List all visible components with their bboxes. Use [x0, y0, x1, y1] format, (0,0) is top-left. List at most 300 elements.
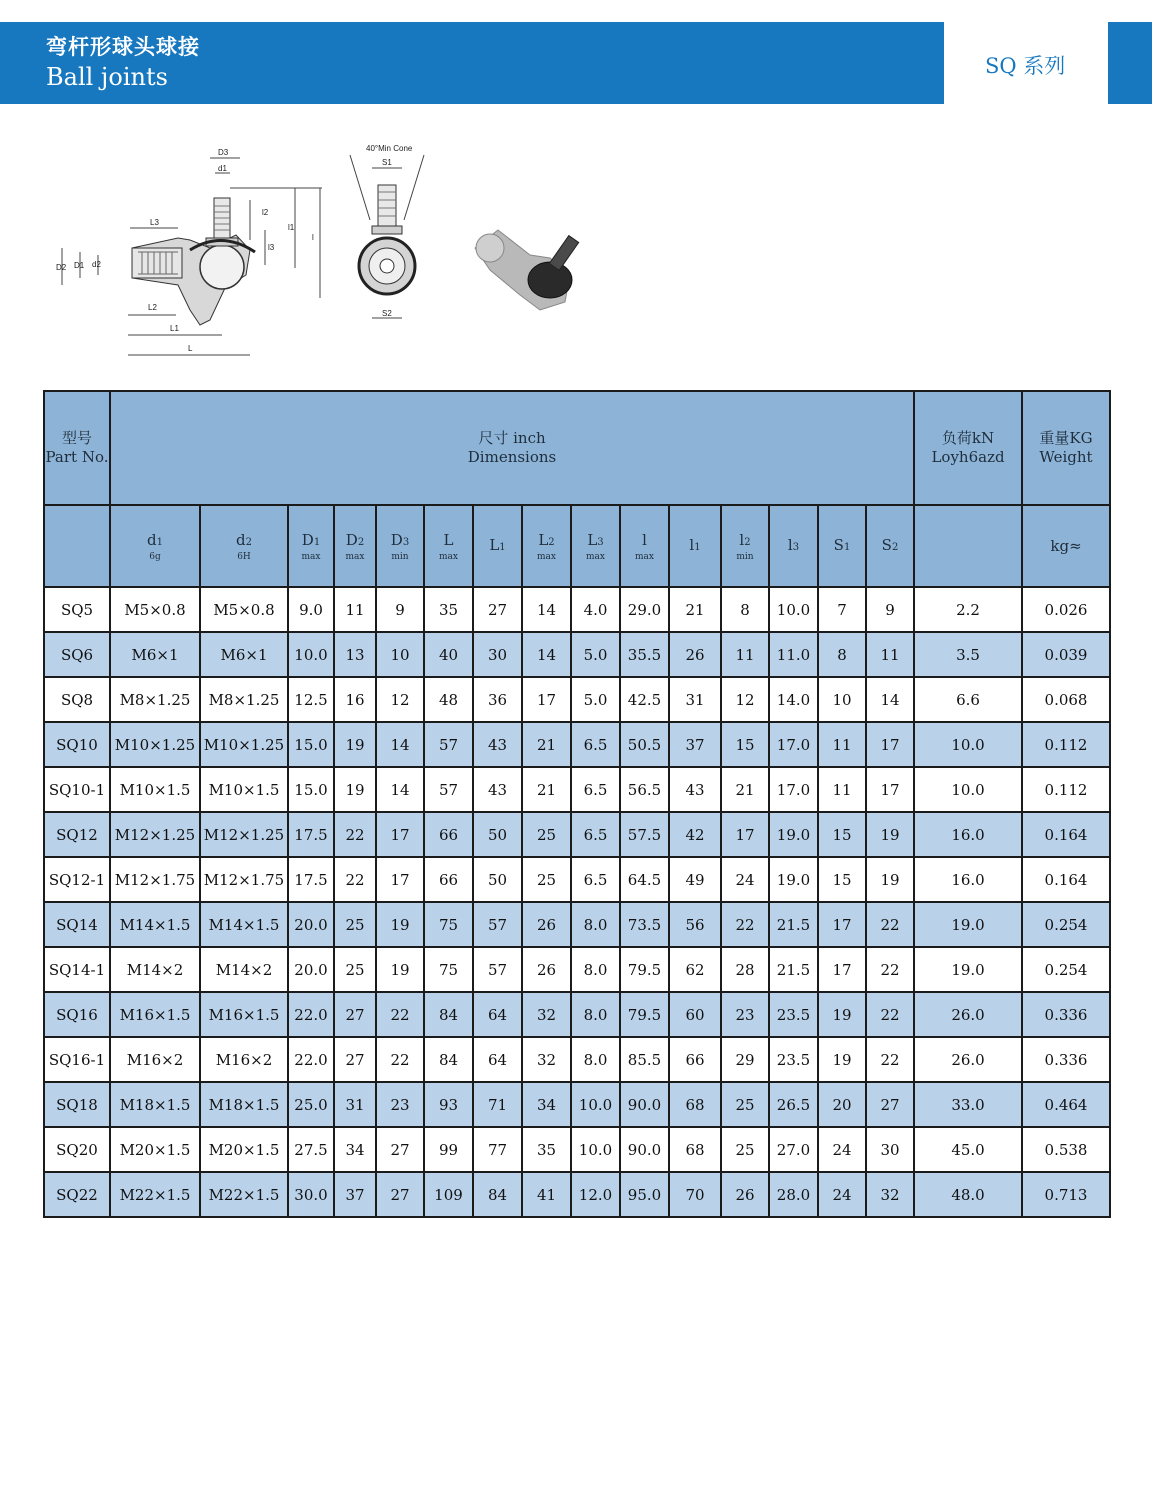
table-cell: 14 [376, 767, 424, 812]
table-cell: 84 [424, 992, 473, 1037]
table-cell: 23.5 [769, 992, 818, 1037]
table-cell: 11 [334, 587, 376, 632]
label-D1: D1 [74, 261, 85, 270]
table-cell: 12 [376, 677, 424, 722]
table-cell: 10.0 [914, 722, 1022, 767]
table-cell: 15 [818, 812, 866, 857]
table-cell: 8 [721, 587, 769, 632]
table-cell: 25 [522, 857, 571, 902]
table-cell: 66 [424, 812, 473, 857]
table-cell: 19 [376, 902, 424, 947]
table-cell: 84 [473, 1172, 522, 1217]
table-cell: M12×1.25 [200, 812, 288, 857]
label-D3: D3 [218, 148, 229, 157]
table-cell: M10×1.5 [200, 767, 288, 812]
table-cell: 27 [376, 1172, 424, 1217]
table-cell: 0.538 [1022, 1127, 1110, 1172]
table-cell: 57.5 [620, 812, 669, 857]
column-header: D2 max [334, 505, 376, 587]
table-cell: M18×1.5 [110, 1082, 200, 1127]
table-cell: 10.0 [571, 1127, 620, 1172]
table-cell: 0.112 [1022, 722, 1110, 767]
table-cell: M10×1.25 [110, 722, 200, 767]
table-cell: 16.0 [914, 857, 1022, 902]
spec-table [43, 390, 1111, 1218]
table-cell: 11 [818, 767, 866, 812]
table-cell: 36 [473, 677, 522, 722]
table-cell: 26 [669, 632, 721, 677]
table-cell: 22.0 [288, 992, 334, 1037]
table-row [44, 812, 1110, 857]
table-cell: 95.0 [620, 1172, 669, 1217]
table-cell: 10 [818, 677, 866, 722]
table-cell: 32 [522, 1037, 571, 1082]
label-d2: d2 [92, 260, 101, 269]
table-cell: 17.0 [769, 767, 818, 812]
table-cell: M8×1.25 [200, 677, 288, 722]
table-cell: 84 [424, 1037, 473, 1082]
table-cell: M5×0.8 [110, 587, 200, 632]
table-cell: 24 [721, 857, 769, 902]
table-cell: 50 [473, 857, 522, 902]
table-cell: 15.0 [288, 722, 334, 767]
table-cell: 8 [818, 632, 866, 677]
table-cell: 22 [334, 857, 376, 902]
table-cell: 26 [721, 1172, 769, 1217]
table-cell: 4.0 [571, 587, 620, 632]
table-row [44, 1082, 1110, 1127]
table-cell: 10.0 [769, 587, 818, 632]
table-cell: 22 [866, 1037, 914, 1082]
table-cell: 35 [522, 1127, 571, 1172]
part-number-cell: SQ16-1 [44, 1037, 110, 1082]
table-cell: M8×1.25 [110, 677, 200, 722]
table-cell: 30 [866, 1127, 914, 1172]
table-cell: 8.0 [571, 947, 620, 992]
label-l3: l3 [268, 243, 275, 252]
table-cell: 27 [334, 992, 376, 1037]
table-cell: 16 [334, 677, 376, 722]
table-cell: 12 [721, 677, 769, 722]
column-header: l2 min [721, 505, 769, 587]
table-cell: 22 [376, 992, 424, 1037]
table-cell: 19.0 [769, 857, 818, 902]
table-cell: 19 [818, 1037, 866, 1082]
table-row [44, 722, 1110, 767]
table-cell: 66 [424, 857, 473, 902]
table-cell: 75 [424, 947, 473, 992]
table-cell: 68 [669, 1127, 721, 1172]
table-cell: 21 [522, 722, 571, 767]
table-cell: 8.0 [571, 1037, 620, 1082]
table-cell: 26.0 [914, 1037, 1022, 1082]
label-L2: L2 [148, 303, 157, 312]
table-row [44, 587, 1110, 632]
table-cell: 42.5 [620, 677, 669, 722]
table-cell: 28 [721, 947, 769, 992]
load-unit-header [914, 505, 1022, 587]
table-cell: 57 [424, 767, 473, 812]
table-cell: 79.5 [620, 947, 669, 992]
table-cell: 17 [866, 767, 914, 812]
table-cell: 25 [522, 812, 571, 857]
table-cell: 79.5 [620, 992, 669, 1037]
table-cell: 21 [522, 767, 571, 812]
table-cell: 26.5 [769, 1082, 818, 1127]
table-cell: 24 [818, 1127, 866, 1172]
table-cell: 32 [522, 992, 571, 1037]
table-cell: 17 [376, 857, 424, 902]
table-cell: 56 [669, 902, 721, 947]
table-cell: 15.0 [288, 767, 334, 812]
table-cell: 6.6 [914, 677, 1022, 722]
table-cell: 6.5 [571, 722, 620, 767]
table-cell: 0.336 [1022, 1037, 1110, 1082]
part-number-cell: SQ16 [44, 992, 110, 1037]
part-number-cell: SQ18 [44, 1082, 110, 1127]
table-cell: 85.5 [620, 1037, 669, 1082]
table-row [44, 857, 1110, 902]
table-cell: 8.0 [571, 902, 620, 947]
table-cell: 71 [473, 1082, 522, 1127]
table-cell: 37 [334, 1172, 376, 1217]
table-cell: 25 [334, 902, 376, 947]
table-cell: 22 [866, 992, 914, 1037]
table-cell: 22 [721, 902, 769, 947]
table-cell: M10×1.5 [110, 767, 200, 812]
table-cell: 2.2 [914, 587, 1022, 632]
table-cell: 19 [376, 947, 424, 992]
table-cell: 10.0 [571, 1082, 620, 1127]
table-cell: 17 [522, 677, 571, 722]
table-cell: 11 [866, 632, 914, 677]
table-cell: 21 [669, 587, 721, 632]
table-cell: 21.5 [769, 947, 818, 992]
table-cell: 19 [866, 857, 914, 902]
table-cell: 0.164 [1022, 857, 1110, 902]
table-cell: M10×1.25 [200, 722, 288, 767]
page-title-cn: 弯杆形球头球接 [46, 35, 200, 59]
header-accent [1108, 22, 1152, 104]
table-row [44, 767, 1110, 812]
table-cell: 77 [473, 1127, 522, 1172]
table-cell: 17.0 [769, 722, 818, 767]
table-cell: 0.464 [1022, 1082, 1110, 1127]
table-cell: 17 [818, 902, 866, 947]
label-cone: 40°Min Cone [366, 144, 413, 153]
table-cell: 0.254 [1022, 947, 1110, 992]
table-cell: 75 [424, 902, 473, 947]
table-cell: 12.0 [571, 1172, 620, 1217]
table-cell: M12×1.75 [110, 857, 200, 902]
column-header: d1 6g [110, 505, 200, 587]
column-header: D3 min [376, 505, 424, 587]
table-cell: 45.0 [914, 1127, 1022, 1172]
table-cell: 62 [669, 947, 721, 992]
table-cell: 26 [522, 947, 571, 992]
table-cell: 35 [424, 587, 473, 632]
table-row [44, 1172, 1110, 1217]
label-L1: L1 [170, 324, 179, 333]
table-cell: 23 [376, 1082, 424, 1127]
table-cell: 43 [473, 767, 522, 812]
weight-unit-header: kg≈ [1022, 505, 1110, 587]
table-cell: 19 [334, 722, 376, 767]
table-cell: M12×1.25 [110, 812, 200, 857]
part-number-cell: SQ20 [44, 1127, 110, 1172]
table-cell: 64.5 [620, 857, 669, 902]
table-cell: 0.068 [1022, 677, 1110, 722]
part-number-cell: SQ6 [44, 632, 110, 677]
table-cell: 57 [473, 947, 522, 992]
table-cell: 19.0 [769, 812, 818, 857]
table-cell: 30.0 [288, 1172, 334, 1217]
table-cell: 27 [376, 1127, 424, 1172]
table-cell: 33.0 [914, 1082, 1022, 1127]
table-cell: 68 [669, 1082, 721, 1127]
table-cell: 29.0 [620, 587, 669, 632]
table-cell: 5.0 [571, 677, 620, 722]
table-cell: 5.0 [571, 632, 620, 677]
table-cell: 66 [669, 1037, 721, 1082]
table-cell: 22.0 [288, 1037, 334, 1082]
table-cell: 50.5 [620, 722, 669, 767]
column-header: D1 max [288, 505, 334, 587]
table-cell: M18×1.5 [200, 1082, 288, 1127]
table-cell: 56.5 [620, 767, 669, 812]
table-cell: 26.0 [914, 992, 1022, 1037]
table-cell: 35.5 [620, 632, 669, 677]
label-l1: l1 [288, 223, 295, 232]
table-cell: 10.0 [914, 767, 1022, 812]
spec-table-body [44, 587, 1110, 1217]
part-number-cell: SQ12-1 [44, 857, 110, 902]
table-cell: 9 [866, 587, 914, 632]
table-cell: 27 [334, 1037, 376, 1082]
table-cell: 6.5 [571, 812, 620, 857]
table-cell: M6×1 [110, 632, 200, 677]
table-cell: 10.0 [288, 632, 334, 677]
table-cell: M12×1.75 [200, 857, 288, 902]
part-number-cell: SQ5 [44, 587, 110, 632]
table-cell: 14.0 [769, 677, 818, 722]
table-cell: 73.5 [620, 902, 669, 947]
table-cell: 8.0 [571, 992, 620, 1037]
table-cell: 64 [473, 1037, 522, 1082]
table-cell: 99 [424, 1127, 473, 1172]
column-header: L max [424, 505, 473, 587]
table-cell: M16×1.5 [110, 992, 200, 1037]
label-S1: S1 [382, 158, 392, 167]
column-header: L2 max [522, 505, 571, 587]
table-row [44, 947, 1110, 992]
table-cell: 90.0 [620, 1082, 669, 1127]
table-cell: 57 [424, 722, 473, 767]
table-cell: 17 [721, 812, 769, 857]
column-header: L1 [473, 505, 522, 587]
load-header: 负荷kN Loyh6azd [914, 391, 1022, 505]
table-cell: 12.5 [288, 677, 334, 722]
table-cell: M20×1.5 [200, 1127, 288, 1172]
label-d1: d1 [218, 164, 227, 173]
table-cell: 34 [522, 1082, 571, 1127]
table-cell: M6×1 [200, 632, 288, 677]
part-number-cell: SQ8 [44, 677, 110, 722]
table-cell: 37 [669, 722, 721, 767]
column-header: l3 [769, 505, 818, 587]
table-cell: 27 [473, 587, 522, 632]
table-cell: 22 [866, 902, 914, 947]
table-cell: 11.0 [769, 632, 818, 677]
table-cell: 0.713 [1022, 1172, 1110, 1217]
table-cell: 93 [424, 1082, 473, 1127]
table-cell: 20.0 [288, 902, 334, 947]
table-cell: 31 [334, 1082, 376, 1127]
table-cell: 15 [721, 722, 769, 767]
table-cell: 22 [376, 1037, 424, 1082]
table-cell: 27 [866, 1082, 914, 1127]
series-label: SQ 系列 [985, 54, 1066, 78]
table-cell: 20 [818, 1082, 866, 1127]
table-cell: 11 [818, 722, 866, 767]
column-header: L3 max [571, 505, 620, 587]
label-L: L [188, 344, 193, 353]
table-cell: 90.0 [620, 1127, 669, 1172]
label-l2: l2 [262, 208, 269, 217]
column-header: S1 [818, 505, 866, 587]
table-cell: 34 [334, 1127, 376, 1172]
table-cell: 10 [376, 632, 424, 677]
table-cell: 42 [669, 812, 721, 857]
part-number-cell: SQ10-1 [44, 767, 110, 812]
table-cell: 13 [334, 632, 376, 677]
table-cell: 11 [721, 632, 769, 677]
page-title-en: Ball joints [46, 63, 168, 91]
table-cell: 19.0 [914, 947, 1022, 992]
table-cell: 64 [473, 992, 522, 1037]
table-cell: 25 [721, 1127, 769, 1172]
label-l: l [312, 233, 314, 242]
part-number-cell: SQ14-1 [44, 947, 110, 992]
table-cell: 25.0 [288, 1082, 334, 1127]
table-cell: 43 [473, 722, 522, 767]
table-cell: 0.164 [1022, 812, 1110, 857]
table-cell: 0.254 [1022, 902, 1110, 947]
table-cell: 6.5 [571, 767, 620, 812]
table-cell: 27.0 [769, 1127, 818, 1172]
label-S2: S2 [382, 309, 392, 318]
table-cell: 14 [376, 722, 424, 767]
part-no-header: 型号 Part No. [44, 391, 110, 505]
table-cell: 31 [669, 677, 721, 722]
table-cell: 29 [721, 1037, 769, 1082]
table-row [44, 677, 1110, 722]
table-cell: 14 [866, 677, 914, 722]
table-cell: 0.039 [1022, 632, 1110, 677]
table-cell: 48.0 [914, 1172, 1022, 1217]
table-cell: 109 [424, 1172, 473, 1217]
table-cell: 14 [522, 587, 571, 632]
table-cell: 22 [334, 812, 376, 857]
table-cell: 16.0 [914, 812, 1022, 857]
table-cell: 17 [818, 947, 866, 992]
label-L3: L3 [150, 218, 159, 227]
table-cell: 7 [818, 587, 866, 632]
column-header: l1 [669, 505, 721, 587]
table-cell: 27.5 [288, 1127, 334, 1172]
table-cell: 0.336 [1022, 992, 1110, 1037]
table-cell: 40 [424, 632, 473, 677]
table-row [44, 632, 1110, 677]
table-cell: 41 [522, 1172, 571, 1217]
table-cell: 0.026 [1022, 587, 1110, 632]
column-header: l max [620, 505, 669, 587]
table-cell: 21.5 [769, 902, 818, 947]
part-number-cell: SQ10 [44, 722, 110, 767]
table-row [44, 902, 1110, 947]
table-cell: 57 [473, 902, 522, 947]
table-cell: 49 [669, 857, 721, 902]
table-cell: M5×0.8 [200, 587, 288, 632]
part-number-cell: SQ14 [44, 902, 110, 947]
table-cell: M22×1.5 [200, 1172, 288, 1217]
table-cell: M14×2 [110, 947, 200, 992]
dimensions-header: 尺寸 inch Dimensions [110, 391, 914, 505]
table-cell: M14×2 [200, 947, 288, 992]
table-cell: 25 [334, 947, 376, 992]
table-cell: M16×1.5 [200, 992, 288, 1037]
label-D2: D2 [56, 263, 67, 272]
header-row-main [44, 391, 1110, 505]
table-cell: M22×1.5 [110, 1172, 200, 1217]
table-cell: 0.112 [1022, 767, 1110, 812]
table-cell: 50 [473, 812, 522, 857]
table-cell: 9 [376, 587, 424, 632]
table-cell: 23.5 [769, 1037, 818, 1082]
table-cell: M14×1.5 [200, 902, 288, 947]
table-cell: 17 [376, 812, 424, 857]
table-cell: M16×2 [200, 1037, 288, 1082]
table-cell: 28.0 [769, 1172, 818, 1217]
table-cell: 20.0 [288, 947, 334, 992]
column-header: S2 [866, 505, 914, 587]
table-cell: 17.5 [288, 857, 334, 902]
table-cell: 19 [866, 812, 914, 857]
table-cell: 70 [669, 1172, 721, 1217]
table-cell: 48 [424, 677, 473, 722]
table-cell: 9.0 [288, 587, 334, 632]
table-cell: M16×2 [110, 1037, 200, 1082]
table-cell: 17 [866, 722, 914, 767]
table-cell: M20×1.5 [110, 1127, 200, 1172]
table-cell: 6.5 [571, 857, 620, 902]
table-cell: 15 [818, 857, 866, 902]
part-number-cell: SQ12 [44, 812, 110, 857]
table-cell: M14×1.5 [110, 902, 200, 947]
table-row [44, 992, 1110, 1037]
table-cell: 19.0 [914, 902, 1022, 947]
ball-joint-drawing [50, 140, 610, 365]
blank-header-cell [44, 505, 110, 587]
table-row [44, 1037, 1110, 1082]
table-cell: 30 [473, 632, 522, 677]
table-cell: 3.5 [914, 632, 1022, 677]
table-cell: 26 [522, 902, 571, 947]
header-row-columns [44, 505, 1110, 587]
table-cell: 17.5 [288, 812, 334, 857]
table-cell: 25 [721, 1082, 769, 1127]
table-cell: 19 [334, 767, 376, 812]
